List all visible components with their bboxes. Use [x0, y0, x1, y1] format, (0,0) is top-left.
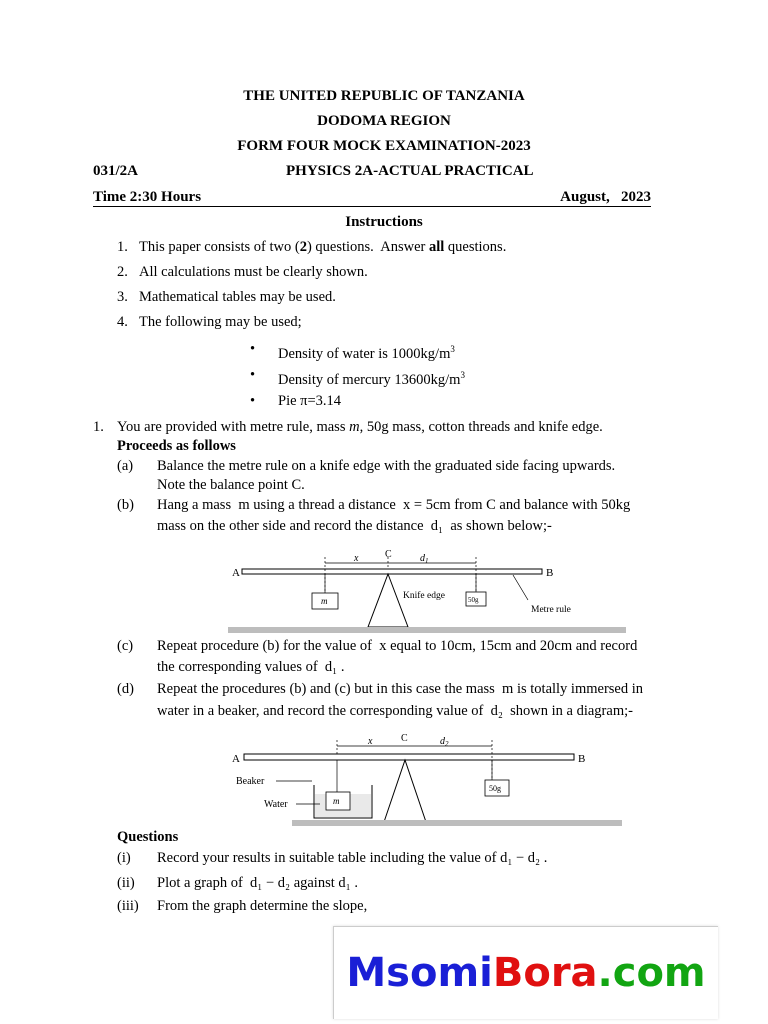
header-region: DODOMA REGION — [317, 113, 451, 129]
watermark-part-bora: Bora — [492, 950, 598, 996]
sub-question-iii: From the graph determine the slope, — [157, 898, 368, 914]
instruction-item: This paper consists of two (2) questions. Answer all questions. — [139, 239, 507, 255]
step-d-line1: Repeat the procedures (b) and (c) but in this case the mass m is totally immersed in — [157, 681, 644, 697]
exam-time: Time 2:30 Hours — [93, 189, 202, 205]
balance-diagram-2 — [228, 730, 628, 828]
end-label-b: B — [578, 753, 586, 765]
end-label-a: A — [232, 567, 240, 579]
mass-50g-label: 50g — [489, 784, 501, 793]
watermark-part-msomi: Msomi — [346, 950, 493, 996]
bullet-icon: • — [250, 367, 256, 383]
sub-question-ii: Plot a graph of d₁ − d₂ against d₁ . — [157, 875, 358, 891]
table-surface — [228, 627, 626, 633]
instruction-number: 3. — [117, 289, 128, 305]
instruction-number: 4. — [117, 314, 128, 330]
metre-rule — [244, 754, 574, 760]
end-label-b: B — [546, 567, 554, 579]
sub-question-label: (iii) — [117, 898, 139, 914]
x-label: x — [368, 736, 373, 747]
bullet-density-mercury: Density of mercury $13600kg/m^3$ — [278, 370, 465, 388]
pointer-line — [513, 575, 528, 600]
step-d-line2: water in a beaker, and record the corresponding value of d₂ shown in a diagram;- — [157, 703, 633, 719]
sub-question-i: Record your results in suitable table including the value of d₁ − d₂ . — [157, 850, 548, 866]
mass-m-label: m — [321, 596, 328, 606]
metre-rule-label: Metre rule — [531, 605, 571, 615]
bullet-icon: • — [250, 341, 256, 357]
instruction-number: 2. — [117, 264, 128, 280]
knife-edge-label: Knife edge — [403, 591, 445, 601]
instruction-number: 1. — [117, 239, 128, 255]
step-a-line2: Note the balance point C. — [157, 477, 305, 493]
instruction-item: All calculations must be clearly shown. — [139, 264, 368, 280]
step-b-line2: mass on the other side and record the distance d₁ as shown below;- — [157, 518, 552, 534]
beaker-label: Beaker — [236, 776, 265, 787]
instructions-title: Instructions — [345, 214, 423, 230]
metre-rule — [242, 569, 542, 574]
msomibora-watermark[interactable] — [333, 926, 718, 1019]
paper-code: 031/2A — [93, 163, 138, 179]
balance-point-label: C — [385, 549, 392, 560]
proceed-title: Proceeds as follows — [117, 438, 236, 454]
watermark-part-com: .com — [597, 950, 706, 996]
question-number: 1. — [93, 419, 104, 435]
question-intro: You are provided with metre rule, mass m, 50g mass, cotton threads and knife edge. — [117, 419, 603, 435]
sub-question-label: (i) — [117, 850, 131, 866]
balance-point-label: C — [401, 733, 408, 744]
header-country: THE UNITED REPUBLIC OF TANZANIA — [243, 88, 525, 104]
paper-subject: PHYSICS 2A-ACTUAL PRACTICAL — [286, 163, 534, 179]
step-a-line1: Balance the metre rule on a knife edge with the graduated side facing upwards. — [157, 458, 616, 474]
bullet-density-water: Density of water is $1000kg/m^3$ — [278, 344, 455, 362]
d1-label: $d_1$ — [420, 553, 429, 565]
knife-edge — [368, 574, 408, 627]
exam-date: August, 2023 — [560, 189, 651, 205]
instruction-item: Mathematical tables may be used. — [139, 289, 336, 305]
step-label: (a) — [117, 458, 134, 474]
mass-50g-label: 50g — [468, 596, 479, 604]
time-date-row — [93, 189, 651, 207]
water-label: Water — [264, 799, 288, 810]
step-label: (c) — [117, 638, 134, 654]
step-label: (b) — [117, 497, 134, 513]
mass-m-label: m — [333, 796, 340, 806]
step-label: (d) — [117, 681, 134, 697]
table-surface — [292, 820, 622, 826]
step-b-line1: Hang a mass m using a thread a distance x = 5cm from C and balance with 50kg — [157, 497, 631, 513]
balance-diagram-1 — [228, 545, 628, 635]
header-exam: FORM FOUR MOCK EXAMINATION-2023 — [237, 138, 531, 154]
step-c-line1: Repeat procedure (b) for the value of x equal to 10cm, 15cm and 20cm and record — [157, 638, 638, 654]
sub-question-label: (ii) — [117, 875, 135, 891]
x-label: x — [354, 553, 359, 564]
questions-title: Questions — [117, 829, 179, 845]
bullet-pi: Pie π=3.14 — [278, 393, 342, 409]
d2-label: $d_2$ — [440, 736, 449, 748]
step-c-line2: the corresponding values of d₁ . — [157, 659, 345, 675]
bullet-icon: • — [250, 393, 256, 409]
instruction-item: The following may be used; — [139, 314, 302, 330]
knife-edge — [384, 760, 426, 822]
end-label-a: A — [232, 753, 240, 765]
